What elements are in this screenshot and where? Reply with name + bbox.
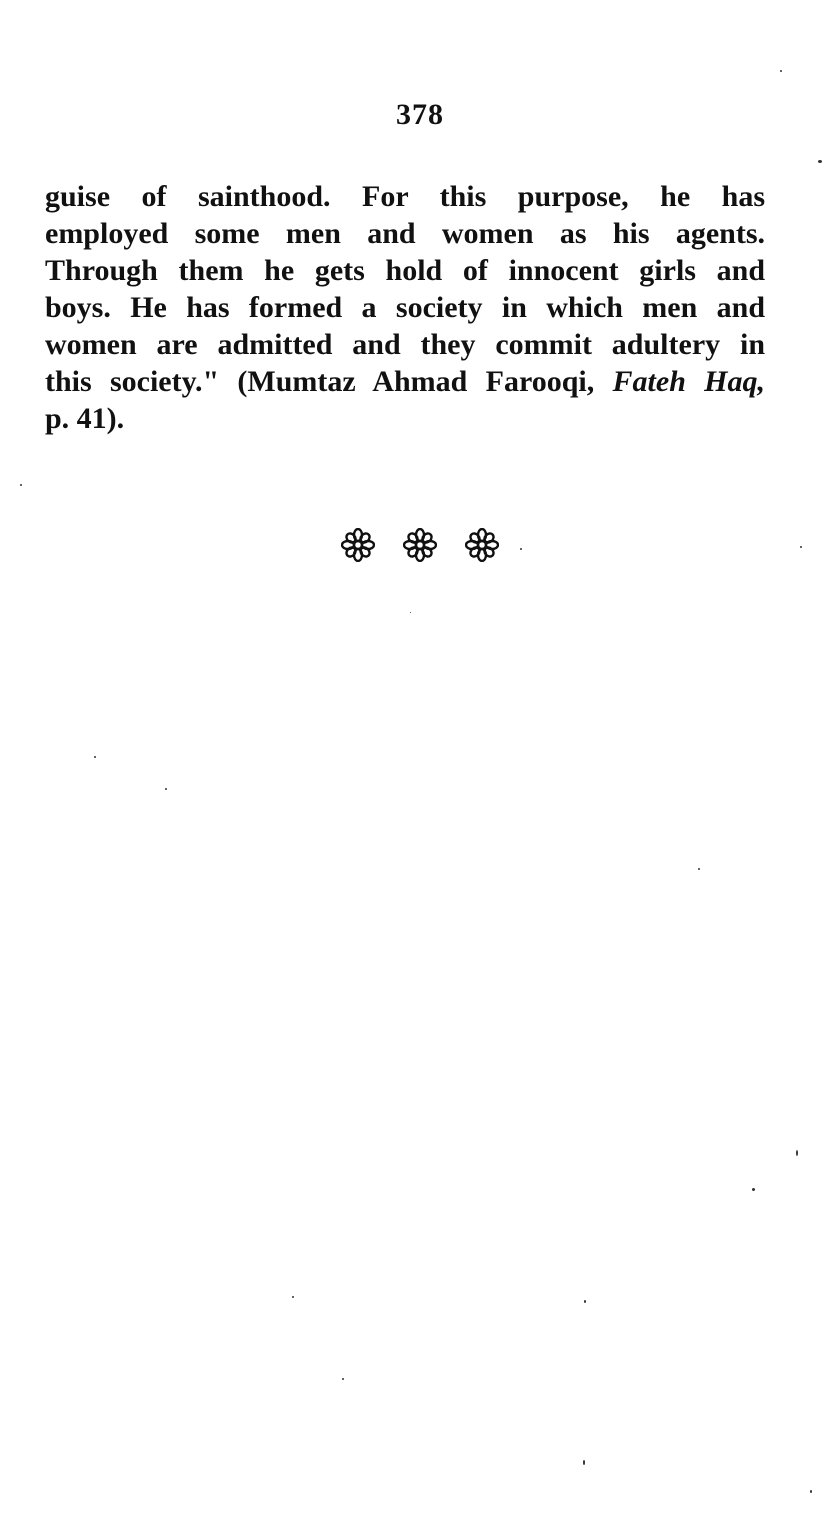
scan-speck	[796, 1150, 798, 1156]
scan-speck	[292, 1296, 294, 1298]
scan-speck	[20, 484, 22, 486]
citation-line	[45, 363, 765, 400]
scan-speck	[165, 788, 167, 790]
page-number: 378	[396, 98, 444, 131]
book-title: Fateh Haq,	[612, 365, 765, 398]
page-reference: p. 41).	[45, 402, 125, 435]
text-line: employed some men and women as his agents.	[45, 217, 765, 250]
scan-speck	[752, 1188, 755, 1191]
body-text	[45, 178, 765, 437]
scan-speck	[520, 548, 522, 550]
flower-ornament-icon	[341, 528, 375, 562]
scan-speck	[810, 1490, 812, 1493]
section-break-ornaments	[0, 528, 840, 562]
scan-speck	[342, 1378, 344, 1380]
scan-speck	[584, 1300, 586, 1303]
scan-speck	[780, 70, 782, 72]
text-line: guise of sainthood. For this purpose, he has	[45, 180, 765, 213]
scan-speck	[698, 868, 700, 870]
flower-ornament-icon	[403, 528, 437, 562]
citation-prefix: this society." (Mumtaz Ahmad Farooqi,	[45, 365, 613, 398]
text-line: women are admitted and they commit adultery in	[45, 328, 765, 361]
scan-speck	[818, 160, 822, 163]
scan-speck	[94, 756, 96, 758]
text-line: boys. He has formed a society in which men and	[45, 291, 765, 324]
flower-ornament-icon	[465, 528, 499, 562]
scan-speck	[583, 1460, 585, 1465]
text-line: Through them he gets hold of innocent girls and	[45, 254, 765, 287]
scan-speck	[410, 612, 411, 613]
scan-speck	[800, 546, 802, 548]
